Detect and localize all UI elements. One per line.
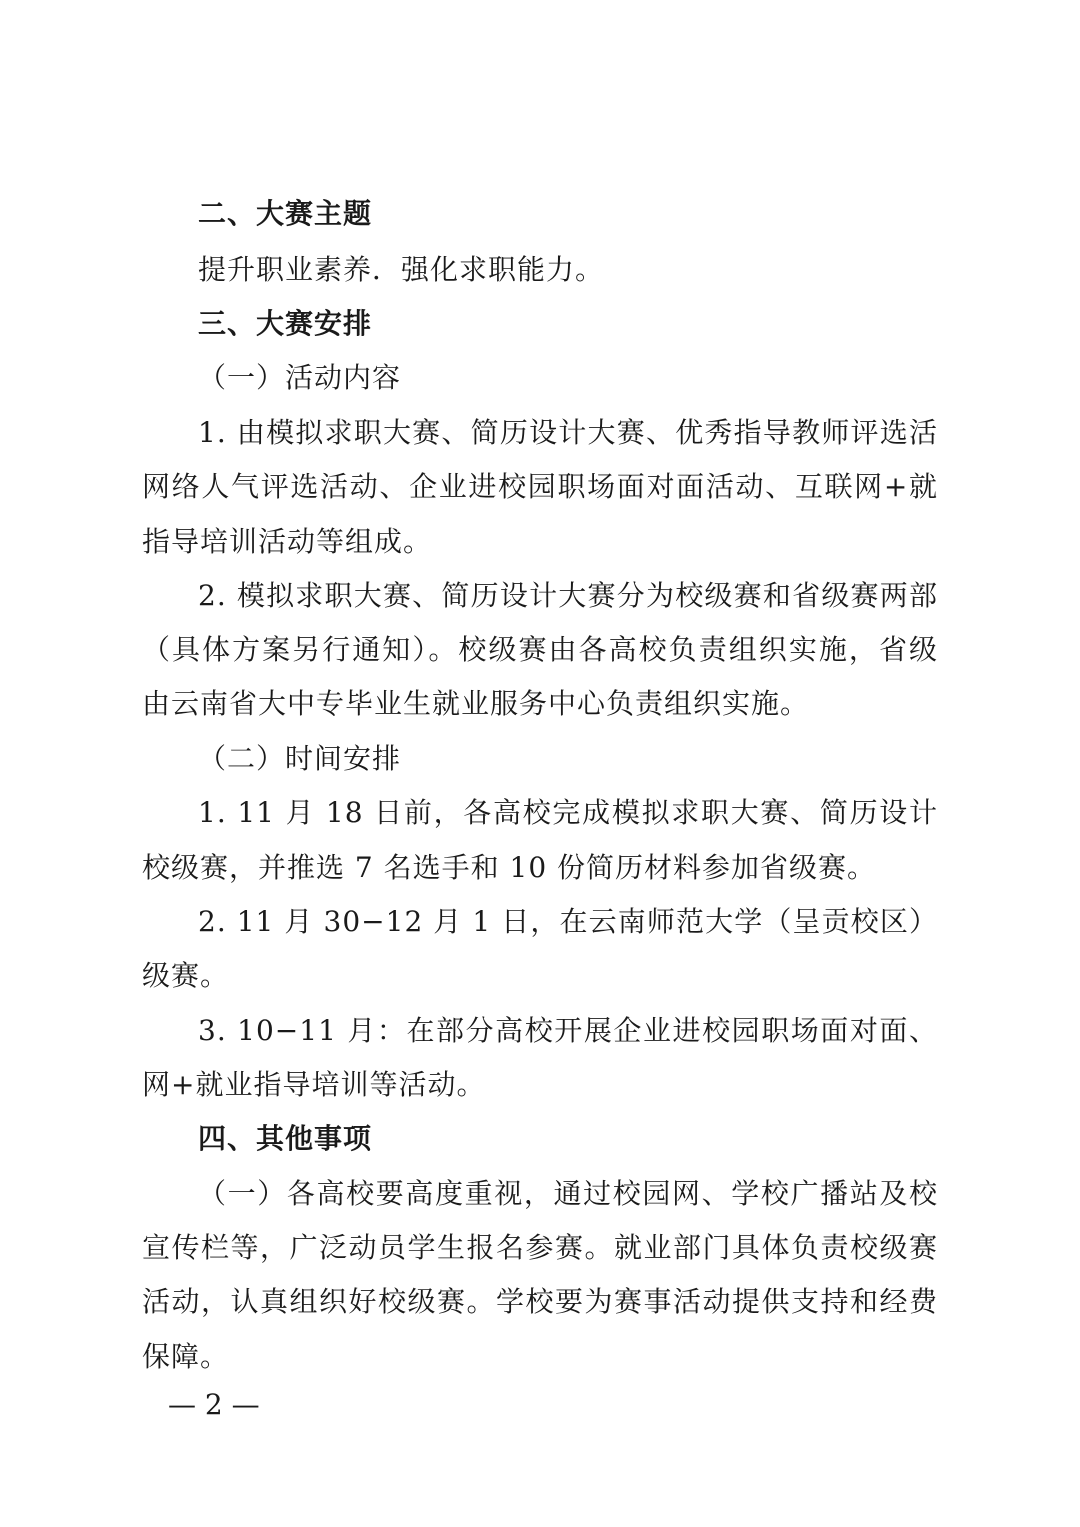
- page-number: — 2 —: [168, 1388, 260, 1421]
- paragraph-line: 由云南省大中专毕业生就业服务中心负责组织实施。: [142, 687, 810, 720]
- paragraph-line: 保障。: [142, 1340, 230, 1373]
- paragraph-line: 宣传栏等，广泛动员学生报名参赛。就业部门具体负责校级赛: [142, 1231, 938, 1264]
- paragraph-line: 网+就业指导培训等活动。: [142, 1068, 486, 1101]
- paragraph-line: 3. 10−11 月：在部分高校开展企业进校园职场面对面、: [198, 1014, 938, 1047]
- subheading-activities: （一）活动内容: [198, 361, 402, 394]
- paragraph-line: 活动，认真组织好校级赛。学校要为赛事活动提供支持和经费: [142, 1285, 938, 1318]
- paragraph-line: 校级赛，并推选 7 名选手和 10 份简历材料参加省级赛。: [142, 851, 877, 884]
- section-heading-arrangement: 三、大赛安排: [198, 307, 373, 340]
- paragraph-line: 2. 模拟求职大赛、简历设计大赛分为校级赛和省级赛两部: [198, 579, 938, 612]
- subheading-schedule: （二）时间安排: [198, 742, 402, 775]
- paragraph-line: 2. 11 月 30−12 月 1 日，在云南师范大学（呈贡校区）: [198, 905, 938, 938]
- paragraph-line: （具体方案另行通知）。校级赛由各高校负责组织实施，省级: [142, 633, 938, 666]
- paragraph-line: 指导培训活动等组成。: [142, 525, 433, 558]
- paragraph-line: （一）各高校要高度重视，通过校园网、学校广播站及校: [198, 1177, 938, 1210]
- theme-text: 提升职业素养．强化求职能力。: [198, 253, 605, 286]
- paragraph-line: 网络人气评选活动、企业进校园职场面对面活动、互联网+就: [142, 470, 938, 503]
- paragraph-line: 1. 由模拟求职大赛、简历设计大赛、优秀指导教师评选活: [198, 416, 938, 449]
- paragraph-line: 1. 11 月 18 日前，各高校完成模拟求职大赛、简历设计: [198, 796, 938, 829]
- section-heading-other: 四、其他事项: [198, 1122, 373, 1155]
- section-heading-theme: 二、大赛主题: [198, 197, 373, 230]
- paragraph-line: 级赛。: [142, 959, 230, 992]
